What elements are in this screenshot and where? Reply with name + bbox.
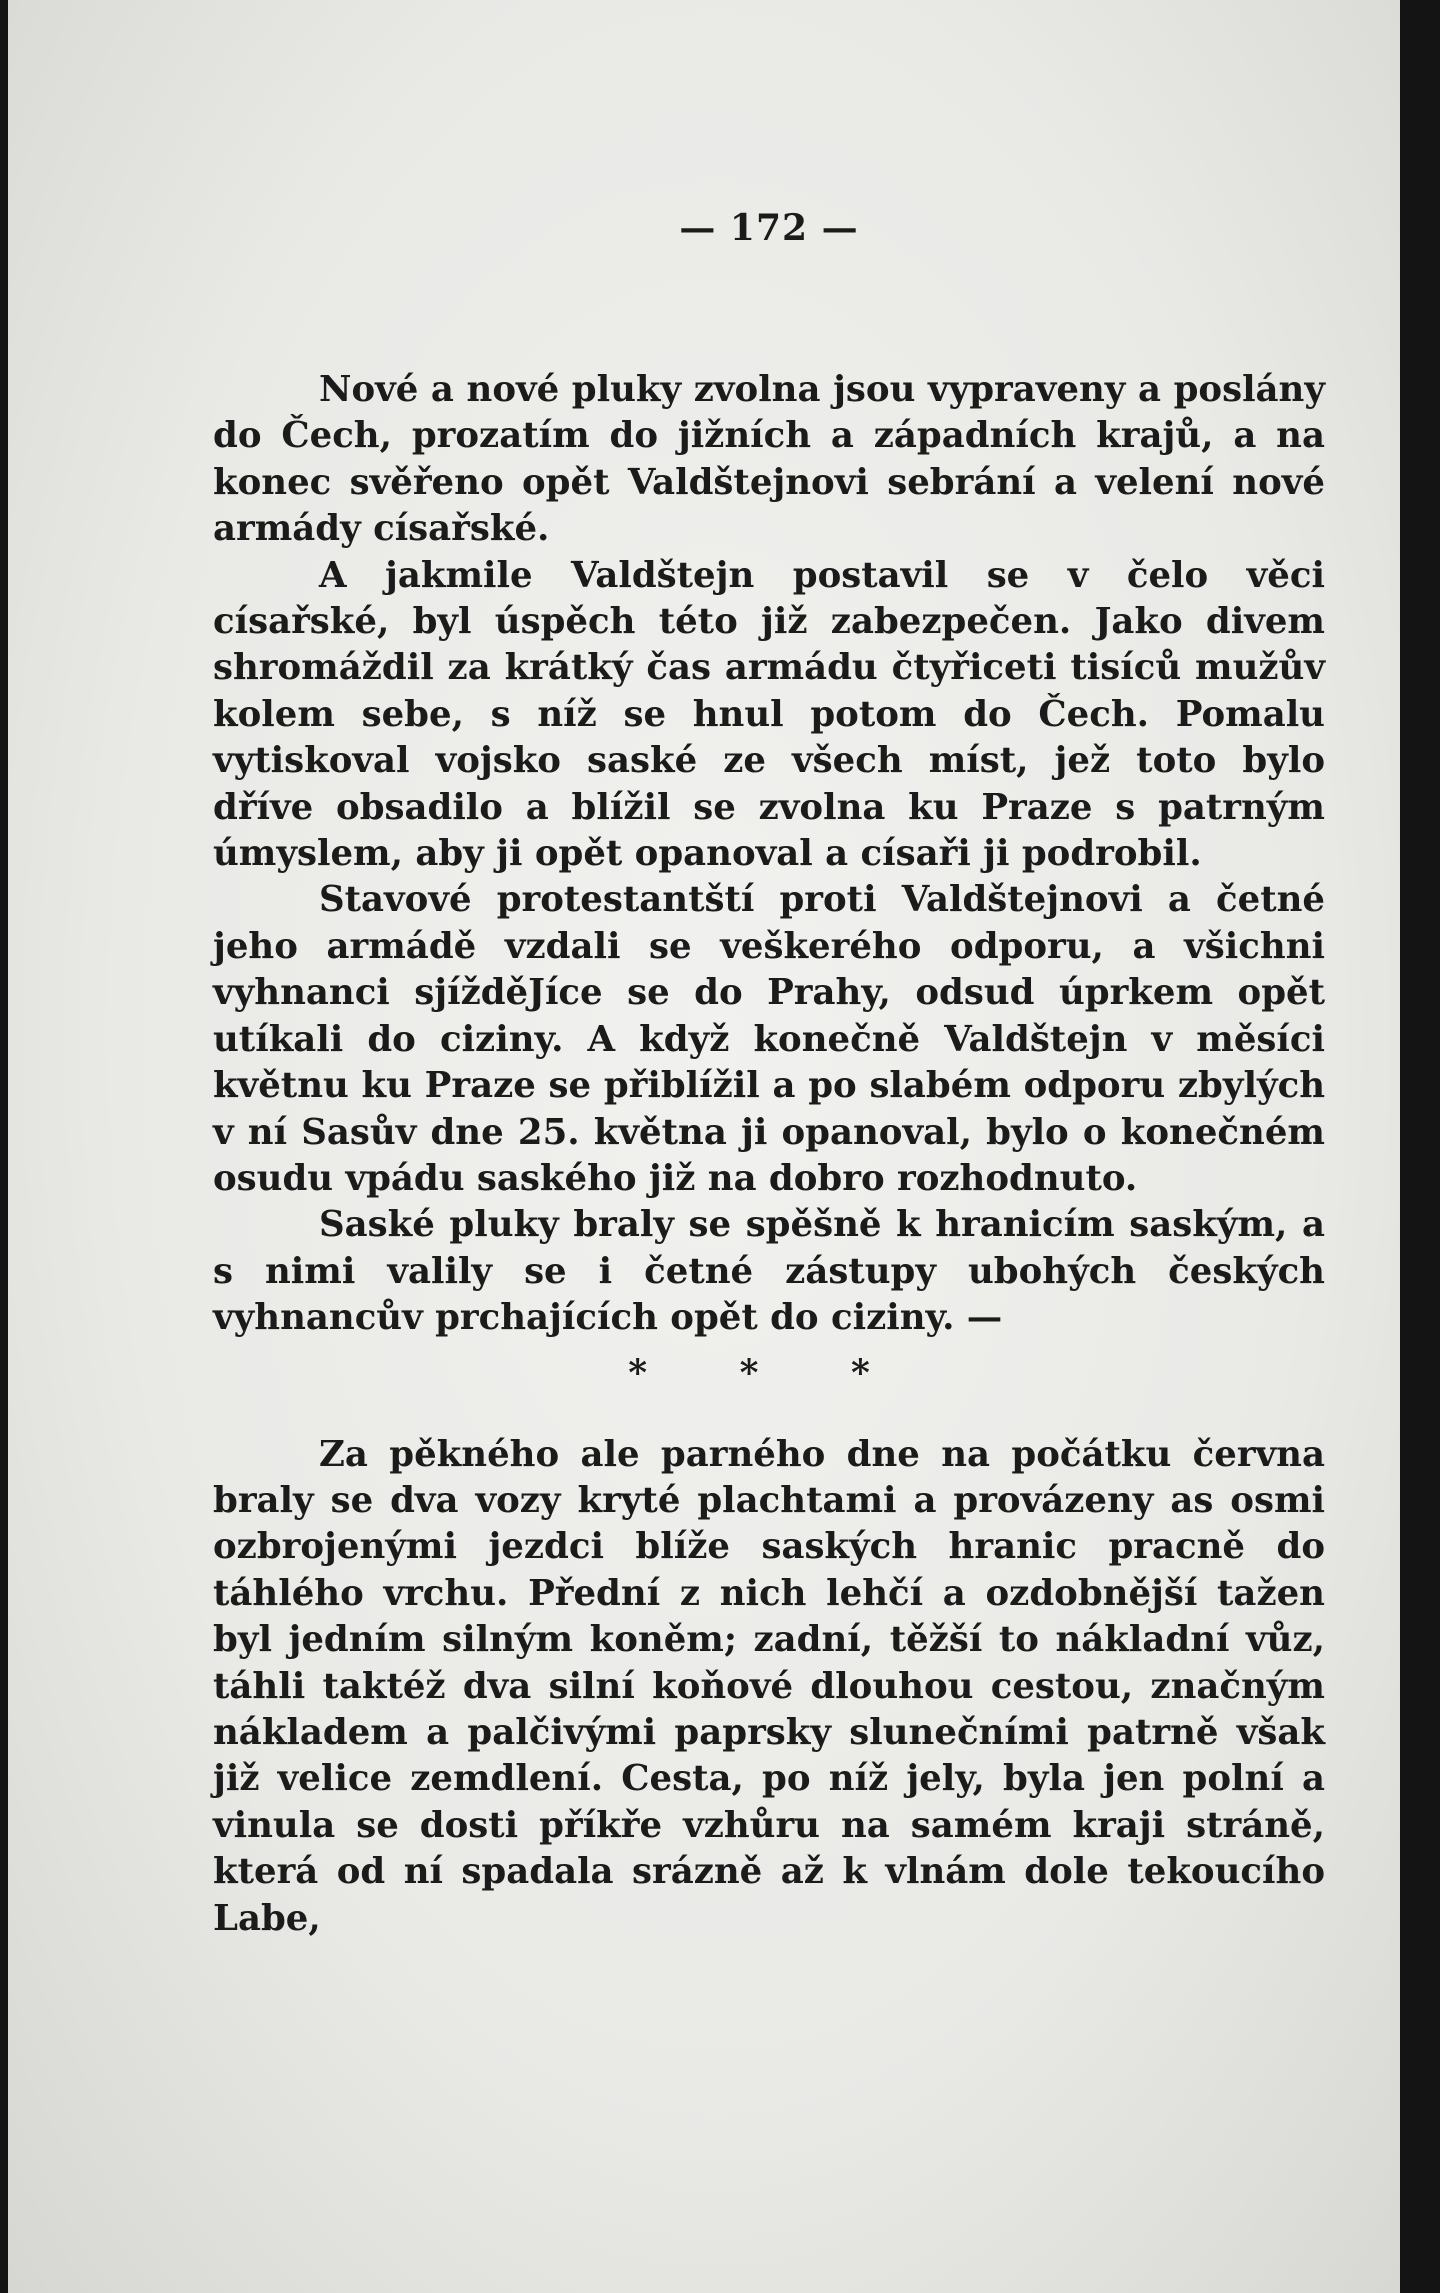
page-text	[213, 205, 1325, 1942]
paragraph-5: Za pěkného ale parného dne na počátku června braly se dva vozy kryté plachtami a provázeny as osmi ozbrojenými jezdci blíže saských hranic pracně do táhlého vrchu. Přední z nich lehčí a ozdobnější tažen byl jedním silným koněm; zadní, těžší to nákladní vůz, táhli taktéž dva silní koňové dlouhou cestou, značným nákladem a palčivými paprsky slunečními patrně však již velice zemdlení. Cesta, po níž jely, byla jen polní a vinula se dosti příkře vzhůru na samém kraji stráně, která od ní spadala srázně až k vlnám dole tekoucího Labe,	[213, 1433, 1325, 1939]
paragraph-1: Nové a nové pluky zvolna jsou vypraveny a poslány do Čech, prozatím do jižních a západních krajů, a na konec svěřeno opět Valdštejnovi sebrání a velení nové armády císařské.	[213, 369, 1325, 550]
paragraph-2: A jakmile Valdštejn postavil se v čelo věci císařské, byl úspěch této již zabezpečen. Jako divem shromáždil za krátký čas armádu čtyřiceti tisíců mužův kolem sebe, s níž se hnul potom do Čech. Pomalu vytiskoval vojsko saské ze všech míst, jež toto bylo dříve obsadilo a blížil se zvolna ku Praze s patrným úmyslem, aby ji opět opanoval a císaři ji podrobil.	[213, 554, 1325, 875]
section-separator: * * *	[628, 1351, 910, 1394]
page-number: — 172 —	[679, 207, 859, 249]
book-page	[8, 0, 1420, 2293]
page-edge-shadow	[1400, 0, 1420, 2293]
paragraph-4: Saské pluky braly se spěšně k hranicím saským, a s nimi valily se i četné zástupy ubohých českých vyhnancův prchajících opět do ciziny. —	[213, 1204, 1325, 1339]
paragraph-3: Stavové protestantští proti Valdštejnovi a četné jeho armádě vzdali se veškerého odporu, a všichni vyhnanci sjížděJíce se do Prahy, odsud úprkem opět utíkali do ciziny. A když konečně Valdštejn v měsíci květnu ku Praze se přiblížil a po slabém odporu zbylých v ní Sasův dne 25. května ji opanoval, bylo o konečném osudu vpádu saského již na dobro rozhodnuto.	[213, 879, 1325, 1199]
